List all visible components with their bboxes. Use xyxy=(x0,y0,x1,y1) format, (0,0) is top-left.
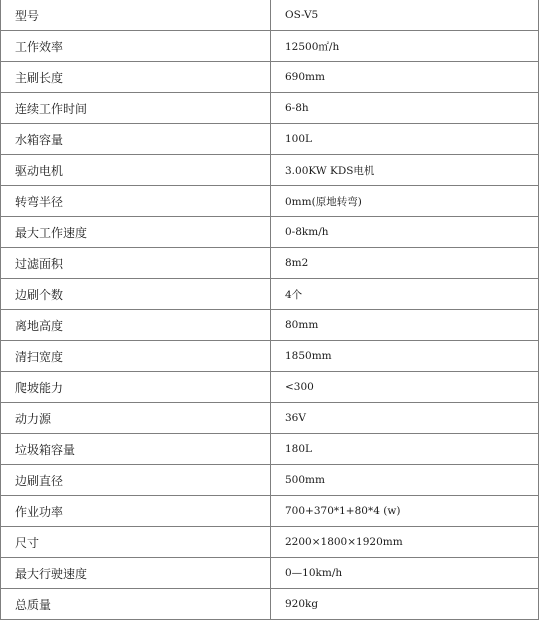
table-row xyxy=(1,527,539,558)
spec-value: <300 xyxy=(271,372,539,403)
table-row xyxy=(1,0,539,31)
table-row xyxy=(1,310,539,341)
spec-value: 700+370*1+80*4 (w) xyxy=(271,496,539,527)
spec-label: 转弯半径 xyxy=(1,186,271,217)
table-row xyxy=(1,186,539,217)
table-row xyxy=(1,372,539,403)
spec-value: 920kg xyxy=(271,589,539,620)
spec-value: 4个 xyxy=(271,279,539,310)
spec-label: 最大工作速度 xyxy=(1,217,271,248)
spec-label: 总质量 xyxy=(1,589,271,620)
spec-label: 连续工作时间 xyxy=(1,93,271,124)
table-row xyxy=(1,93,539,124)
spec-label: 边刷直径 xyxy=(1,465,271,496)
spec-value: 100L xyxy=(271,124,539,155)
spec-label: 爬坡能力 xyxy=(1,372,271,403)
spec-label: 驱动电机 xyxy=(1,155,271,186)
table-row xyxy=(1,465,539,496)
spec-label: 尺寸 xyxy=(1,527,271,558)
table-row xyxy=(1,434,539,465)
spec-label: 过滤面积 xyxy=(1,248,271,279)
spec-label: 垃圾箱容量 xyxy=(1,434,271,465)
spec-value: 8m2 xyxy=(271,248,539,279)
spec-value: 0mm(原地转弯) xyxy=(271,186,539,217)
table-row xyxy=(1,403,539,434)
spec-label: 最大行驶速度 xyxy=(1,558,271,589)
spec-label: 主刷长度 xyxy=(1,62,271,93)
spec-value: 12500㎡/h xyxy=(271,31,539,62)
spec-value: 1850mm xyxy=(271,341,539,372)
spec-value: 500mm xyxy=(271,465,539,496)
spec-value: 3.00KW KDS电机 xyxy=(271,155,539,186)
spec-label: 动力源 xyxy=(1,403,271,434)
table-row xyxy=(1,279,539,310)
spec-label: 水箱容量 xyxy=(1,124,271,155)
table-row xyxy=(1,217,539,248)
spec-value: 2200×1800×1920mm xyxy=(271,527,539,558)
table-row xyxy=(1,124,539,155)
spec-value: OS-V5 xyxy=(271,0,539,31)
table-row xyxy=(1,558,539,589)
spec-value: 36V xyxy=(271,403,539,434)
spec-value: 6-8h xyxy=(271,93,539,124)
spec-value: 0—10km/h xyxy=(271,558,539,589)
table-row xyxy=(1,155,539,186)
spec-value: 80mm xyxy=(271,310,539,341)
table-row xyxy=(1,589,539,620)
table-row xyxy=(1,248,539,279)
spec-label: 边刷个数 xyxy=(1,279,271,310)
spec-label: 型号 xyxy=(1,0,271,31)
spec-label: 工作效率 xyxy=(1,31,271,62)
table-row xyxy=(1,496,539,527)
spec-value: 180L xyxy=(271,434,539,465)
spec-label: 离地高度 xyxy=(1,310,271,341)
table-row xyxy=(1,341,539,372)
spec-label: 清扫宽度 xyxy=(1,341,271,372)
table-row xyxy=(1,31,539,62)
spec-value: 0-8km/h xyxy=(271,217,539,248)
table-row xyxy=(1,62,539,93)
spec-label: 作业功率 xyxy=(1,496,271,527)
spec-table-body xyxy=(1,0,539,620)
spec-value: 690mm xyxy=(271,62,539,93)
